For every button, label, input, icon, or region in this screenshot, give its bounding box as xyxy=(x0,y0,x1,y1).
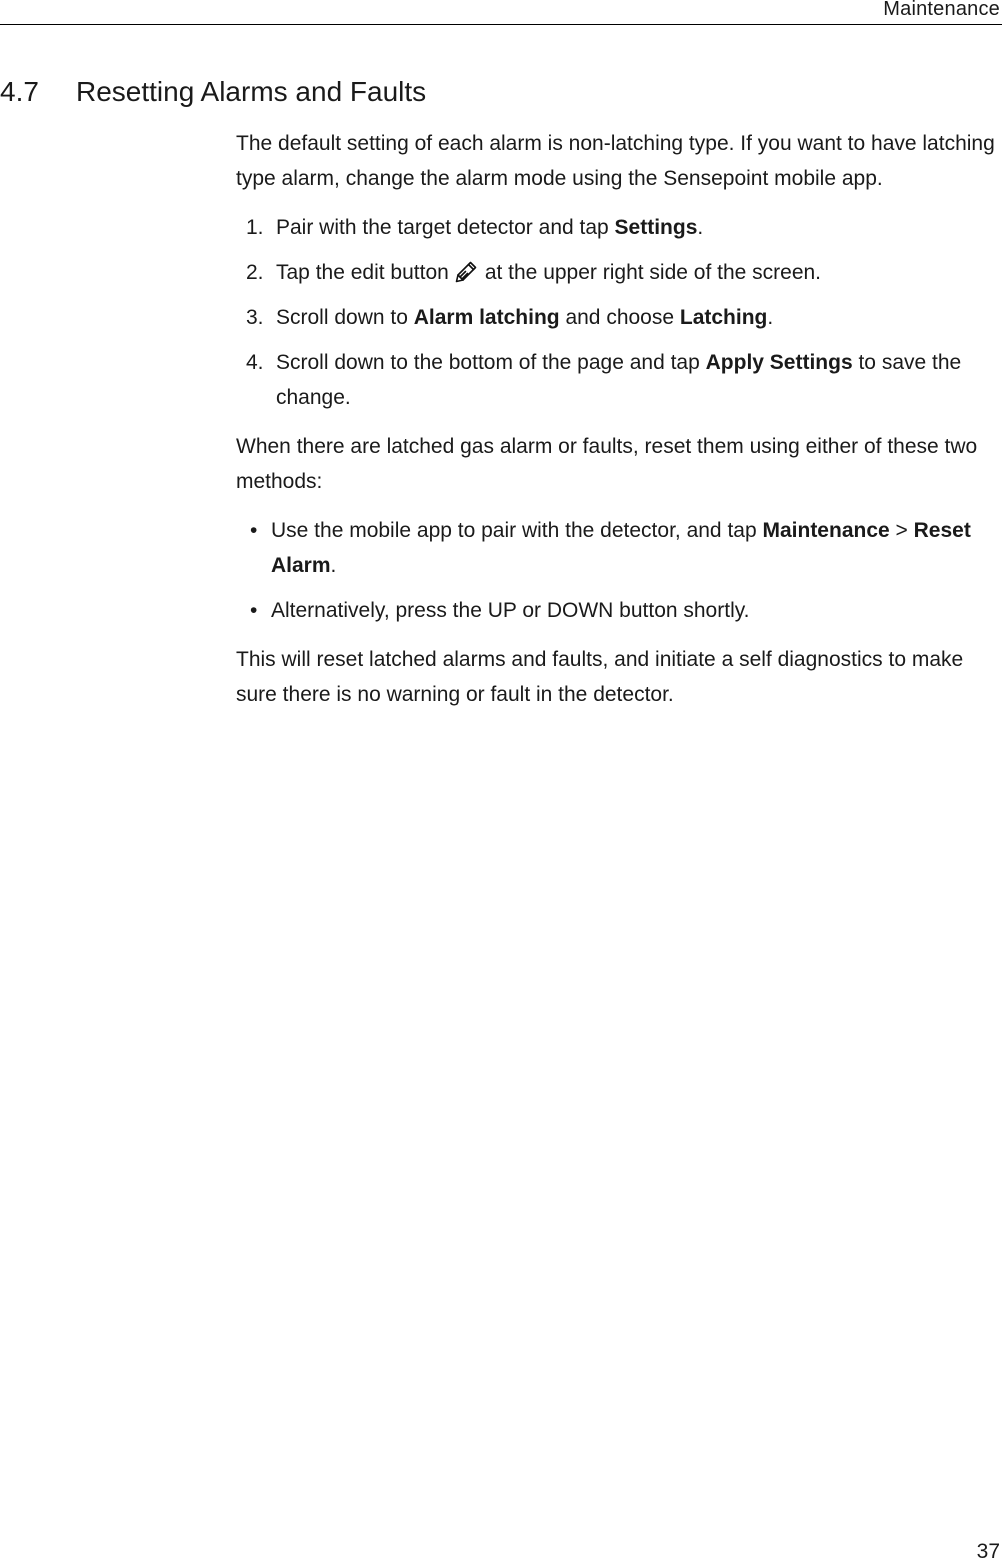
step-number: 3. xyxy=(246,306,264,329)
ui-term-settings: Settings xyxy=(614,216,698,239)
ui-term-reset-alarm: Reset Alarm xyxy=(271,519,971,577)
steps-list xyxy=(236,210,1000,415)
bullet-icon: • xyxy=(250,599,258,622)
step-text: and choose xyxy=(559,306,680,329)
method-text: Use the mobile app to pair with the detector, and tap xyxy=(271,519,763,542)
methods-list xyxy=(236,513,1000,628)
ui-term-alarm-latching: Alarm latching xyxy=(413,306,560,329)
step-text: at the upper right side of the screen. xyxy=(484,261,822,284)
step-text: Scroll down to xyxy=(276,306,414,329)
step-number: 1. xyxy=(246,216,264,239)
reset-intro-paragraph: When there are latched gas alarm or faults, reset them using either of these two methods: xyxy=(236,435,978,493)
ui-term-apply-settings: Apply Settings xyxy=(705,351,853,374)
step-item xyxy=(236,210,1000,245)
step-item xyxy=(236,345,1000,415)
step-text: Pair with the target detector and tap xyxy=(276,216,615,239)
method-text: Alternatively, press the UP or DOWN button shortly. xyxy=(271,599,750,622)
method-item xyxy=(236,513,1000,583)
step-text: . xyxy=(767,306,774,329)
bullet-icon: • xyxy=(250,519,258,542)
ui-term-maintenance: Maintenance xyxy=(762,519,890,542)
running-header: Maintenance xyxy=(883,0,1000,20)
method-text: . xyxy=(330,554,337,577)
step-number: 2. xyxy=(246,261,264,284)
step-text: Scroll down to the bottom of the page and tap xyxy=(276,351,706,374)
step-item xyxy=(236,300,1000,335)
page-number: 37 xyxy=(976,1540,1000,1563)
section-heading xyxy=(0,76,426,108)
step-text: to save the change. xyxy=(276,351,962,409)
step-text: . xyxy=(697,216,704,239)
step-number: 4. xyxy=(246,351,264,374)
section-number: 4.7 xyxy=(0,76,39,107)
ui-term-latching: Latching xyxy=(679,306,768,329)
section-title: Resetting Alarms and Faults xyxy=(76,76,427,107)
method-item xyxy=(236,593,1000,628)
header-rule xyxy=(0,24,1002,25)
step-text: Tap the edit button xyxy=(276,261,449,284)
closing-paragraph: This will reset latched alarms and faults, and initiate a self diagnostics to make sure there is no warning or fault in the detector. xyxy=(236,648,964,706)
step-item xyxy=(236,255,1000,290)
section-body xyxy=(236,126,1000,712)
method-text: > xyxy=(889,519,914,542)
pencil-edit-icon xyxy=(453,259,479,285)
intro-paragraph: The default setting of each alarm is non-latching type. If you want to have latching type alarm, change the alarm mode using the Sensepoint mobile app. xyxy=(236,132,995,190)
